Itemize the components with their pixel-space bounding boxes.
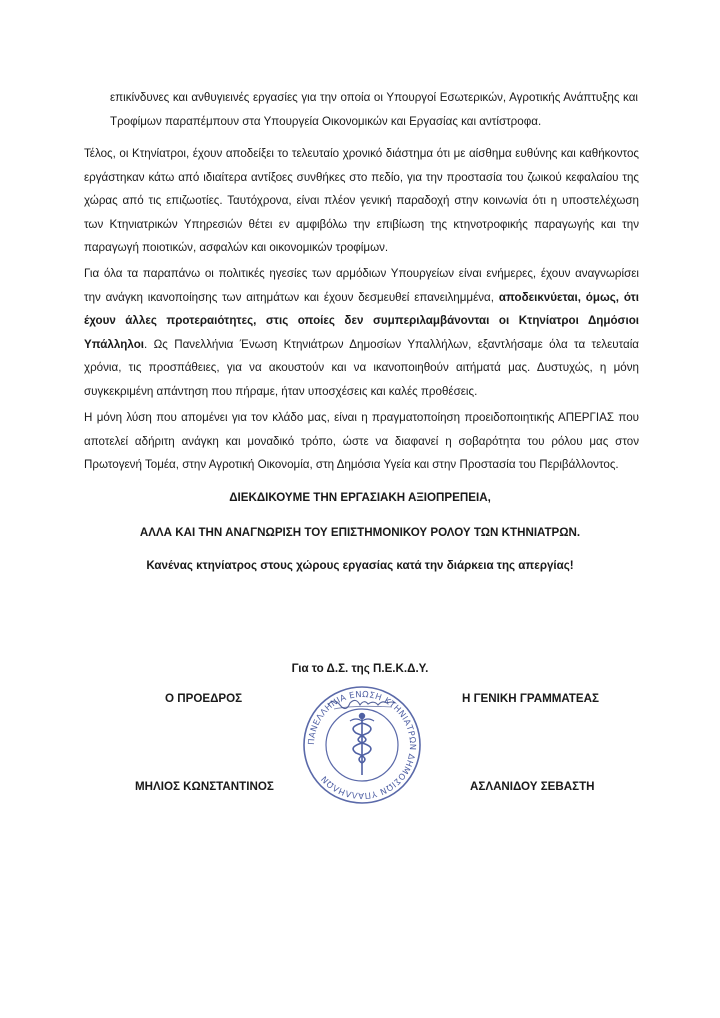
- president-name: ΜΗΛΙΟΣ ΚΩΝΣΤΑΝΤΙΝΟΣ: [135, 780, 274, 793]
- slogan-no-vet-at-work: Κανένας κτηνίατρος στους χώρους εργασίας κατά την διάρκεια της απεργίας!: [146, 559, 574, 572]
- paragraph-veterinarians-effort: Τέλος, οι Κτηνίατροι, έχουν αποδείξει το τελευταίο χρονικό διάστημα ότι με αίσθημα ευθύνης και καθήκοντος εργάστηκαν κάτω από ιδιαίτερα αντίξοες συνθήκες στο πεδίο, για την προστασία του ζωικού κεφαλαίου της χώρας από τις επιζωοτίες. Ταυτόχρονα, είναι πλέον γενική παραδοχή στην κοινωνία ότι η υποστελέχωση των Κτηνιατρικών Υπηρεσιών θέτει εν αμφιβόλω την επιβίωση της κτηνοτροφικής παραγωγής και την παραγωγή ποιοτικών, ασφαλών και οικονομικών τροφίμων.: [84, 147, 639, 254]
- president-title: Ο ΠΡΟΕΔΡΟΣ: [165, 692, 243, 705]
- paragraph-political-emphasis: αποδεικνύεται, όμως, ότι έχουν άλλες προτεραιότητες, στις οποίες δεν συμπεριλαμβάνονται οι Κτηνίατροι Δημόσιοι Υπάλληλοι: [84, 290, 639, 351]
- secretary-name: ΑΣΛΑΝΙΔΟΥ ΣΕΒΑΣΤΗ: [470, 780, 595, 793]
- slogan-recognition: ΑΛΛΑ ΚΑΙ ΤΗΝ ΑΝΑΓΝΩΡΙΣΗ ΤΟΥ ΕΠΙΣΤΗΜΟΝΙΚΟΥ ΡΟΛΟΥ ΤΩΝ ΚΤΗΝΙΑΤΡΩΝ.: [139, 526, 581, 539]
- slogan-dignity: ΔΙΕΚΔΙΚΟΥΜΕ ΤΗΝ ΕΡΓΑΣΙΑΚΗ ΑΞΙΟΠΡΕΠΕΙΑ,: [229, 491, 491, 504]
- secretary-title: Η ΓΕΝΙΚΗ ΓΡΑΜΜΑΤΕΑΣ: [462, 692, 599, 705]
- union-seal-stamp: [300, 683, 424, 807]
- paragraph-political-start: Για όλα τα παραπάνω οι πολιτικές ηγεσίες των αρμόδιων Υπουργείων είναι ενήμερες, έχουν αναγνωρίσει την ανάγκη ικανοποίησης των αιτημάτων και έχουν δεσμευθεί επανειλημμένα,: [84, 267, 639, 304]
- paragraph-political-leadership: [84, 262, 639, 403]
- seal-text: ΠΑΝΕΛΛΗΝΙΑ ΕΝΩΣΗ ΚΤΗΝΙΑΤΡΩΝ ΔΗΜΟΣΙΩΝ ΥΠΑΛΛΗΛΩΝ: [305, 688, 419, 802]
- board-signature-heading: Για το Δ.Σ. της Π.Ε.Κ.Δ.Υ.: [291, 662, 429, 675]
- paragraph-strike-solution: Η μόνη λύση που απομένει για τον κλάδο μας, είναι η πραγματοποίηση προειδοποιητικής ΑΠΕΡΓΙΑΣ που αποτελεί αδήριτη ανάγκη και μοναδικό τρόπο, ώστε να διαφανεί η σοβαρότητα του ρόλου μας στον Πρωτογενή Τομέα, στην Αγροτική Οικονομία, στη Δημόσια Υγεία και στην Προστασία του Περιβάλλοντος.: [84, 411, 639, 471]
- caduceus-icon: [350, 714, 374, 775]
- paragraph-continuation: επικίνδυνες και ανθυγιεινές εργασίες για την οποία οι Υπουργοί Εσωτερικών, Αγροτικής Ανάπτυξης και Τροφίμων παραπέμπουν στα Υπουργεία Οικονομικών και Εργασίας και αντίστροφα.: [110, 91, 638, 128]
- paragraph-political-end: . Ως Πανελλήνια Ένωση Κτηνιάτρων Δημοσίων Υπαλλήλων, εξαντλήσαμε όλα τα τελευταία χρόνια, τις προσπάθειες, για να ακουστούν και να ικανοποιηθούν αιτήματά μας. Δυστυχώς, η μόνη συγκεκριμένη απάντηση που πήραμε, ήταν υποσχέσεις και καλές προθέσεις.: [84, 337, 639, 398]
